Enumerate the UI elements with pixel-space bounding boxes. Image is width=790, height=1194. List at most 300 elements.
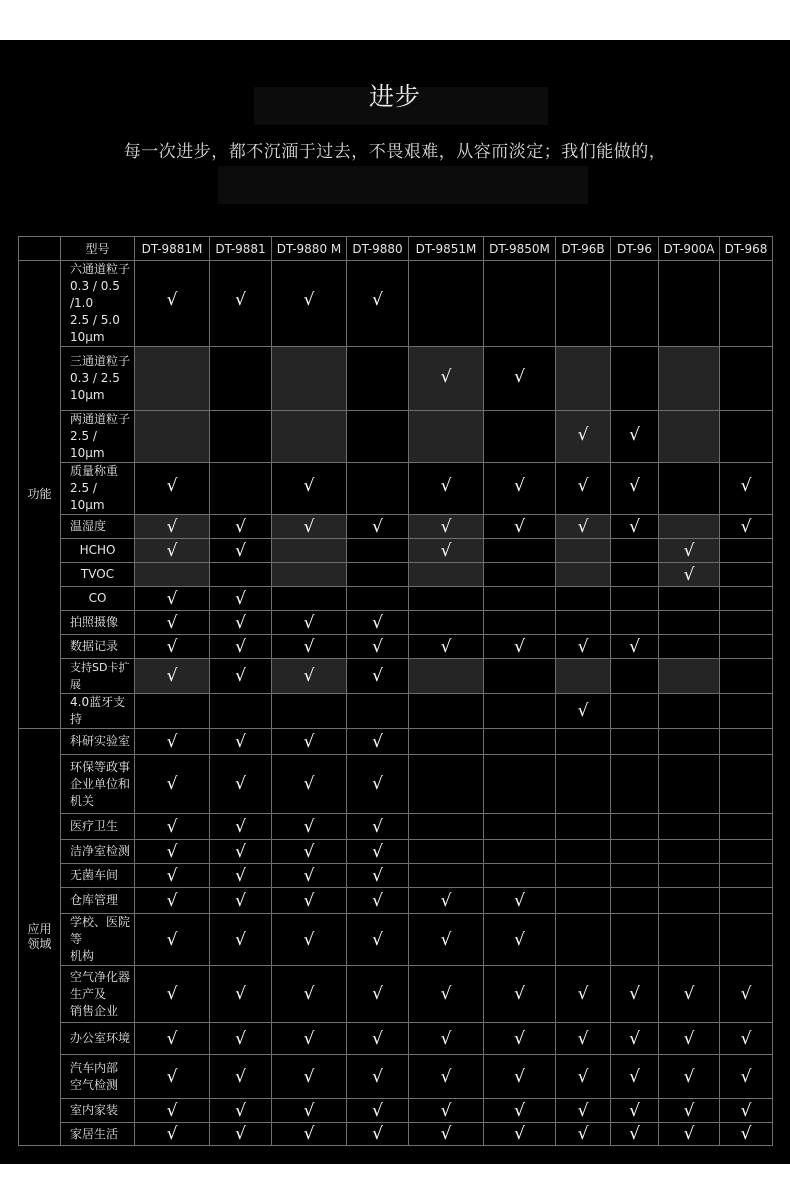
checkmark: √ (166, 890, 178, 911)
checkmark: √ (372, 841, 383, 862)
checkmark: √ (514, 636, 525, 657)
checkmark: √ (372, 731, 383, 752)
row-label-line: 科研实验室 (70, 734, 131, 748)
checkmark: √ (440, 1066, 452, 1087)
table-row (19, 1023, 773, 1055)
checkmark: √ (372, 1124, 383, 1144)
table-row (19, 755, 773, 814)
row-label-line: 环保等政事 (70, 759, 131, 774)
empty-cell (484, 563, 556, 587)
model-header: DT-9881 (210, 237, 272, 261)
checkmark: √ (372, 865, 383, 886)
check-cell (611, 1099, 659, 1123)
check-cell (347, 1123, 409, 1146)
check-cell (659, 1099, 720, 1123)
checkmark: √ (514, 475, 525, 496)
empty-cell (720, 694, 773, 729)
check-cell (484, 1055, 556, 1099)
empty-cell (720, 587, 773, 611)
empty-cell (135, 563, 210, 587)
row-label-line: 10μm (70, 388, 105, 402)
check-cell (409, 1023, 484, 1055)
empty-cell (659, 635, 720, 659)
check-cell (409, 966, 484, 1023)
empty-cell (347, 411, 409, 463)
empty-cell (611, 914, 659, 966)
checkmark: √ (740, 984, 752, 1004)
checkmark: √ (235, 516, 246, 537)
checkmark: √ (740, 1124, 752, 1144)
empty-cell (611, 694, 659, 729)
checkmark: √ (235, 929, 246, 950)
check-cell (135, 587, 210, 611)
check-cell (484, 914, 556, 966)
empty-cell (659, 729, 720, 755)
checkmark: √ (235, 666, 246, 686)
row-label-line: 2.5 / 5.0 (70, 313, 120, 327)
check-cell (347, 966, 409, 1023)
table-row (19, 635, 773, 659)
model-header: DT-9851M (409, 237, 484, 261)
checkmark: √ (235, 1028, 246, 1049)
check-cell (347, 611, 409, 635)
row-label (61, 1099, 135, 1123)
checkmark: √ (440, 475, 452, 496)
check-cell (611, 463, 659, 515)
checkmark: √ (372, 612, 383, 633)
check-cell (210, 1023, 272, 1055)
check-cell (135, 888, 210, 914)
checkmark: √ (166, 1100, 178, 1121)
check-cell (347, 635, 409, 659)
table-row (19, 463, 773, 515)
checkmark: √ (514, 366, 525, 387)
check-cell (210, 914, 272, 966)
check-cell (135, 966, 210, 1023)
empty-cell (272, 347, 347, 411)
row-label-line: 室内家装 (70, 1103, 119, 1117)
empty-cell (659, 515, 720, 539)
check-cell (556, 515, 611, 539)
check-cell (347, 1055, 409, 1099)
empty-cell (484, 729, 556, 755)
checkmark: √ (629, 984, 640, 1004)
check-cell (659, 1055, 720, 1099)
empty-cell (659, 463, 720, 515)
empty-cell (611, 659, 659, 694)
empty-cell (720, 755, 773, 814)
checkmark: √ (683, 1066, 695, 1087)
empty-cell (659, 840, 720, 864)
empty-cell (720, 659, 773, 694)
empty-cell (659, 814, 720, 840)
empty-cell (659, 261, 720, 347)
check-cell (347, 1023, 409, 1055)
checkmark: √ (235, 588, 246, 609)
empty-cell (484, 611, 556, 635)
checkmark: √ (166, 1124, 178, 1144)
category-cell: 应用 领域 (19, 729, 61, 1146)
check-cell (556, 411, 611, 463)
check-cell (272, 1123, 347, 1146)
check-cell (556, 1123, 611, 1146)
checkmark: √ (740, 1100, 752, 1121)
checkmark: √ (235, 890, 246, 911)
checkmark: √ (166, 588, 178, 609)
check-cell (659, 966, 720, 1023)
check-cell (272, 864, 347, 888)
empty-cell (347, 347, 409, 411)
checkmark: √ (303, 1124, 315, 1144)
row-label-line: 空气检测 (70, 1077, 119, 1092)
checkmark: √ (303, 816, 315, 837)
checkmark: √ (235, 636, 246, 657)
checkmark: √ (235, 1124, 246, 1144)
check-cell (272, 914, 347, 966)
check-cell (409, 539, 484, 563)
checkmark: √ (303, 731, 315, 752)
empty-cell (484, 694, 556, 729)
row-label (61, 587, 135, 611)
header-corner (19, 237, 61, 261)
checkmark: √ (440, 540, 452, 561)
row-label (61, 411, 135, 463)
checkmark: √ (440, 1028, 452, 1049)
check-cell (135, 1055, 210, 1099)
checkmark: √ (514, 890, 525, 911)
check-cell (659, 563, 720, 587)
subtitle-band (218, 166, 588, 204)
row-label (61, 539, 135, 563)
row-label (61, 814, 135, 840)
checkmark: √ (629, 424, 640, 445)
checkmark: √ (683, 540, 695, 561)
empty-cell (556, 755, 611, 814)
check-cell (484, 635, 556, 659)
checkmark: √ (577, 424, 589, 445)
check-cell (409, 515, 484, 539)
check-cell (135, 840, 210, 864)
check-cell (720, 1023, 773, 1055)
checkmark: √ (303, 475, 315, 496)
check-cell (210, 888, 272, 914)
checkmark: √ (514, 1066, 525, 1087)
empty-cell (272, 411, 347, 463)
empty-cell (347, 694, 409, 729)
empty-cell (556, 539, 611, 563)
checkmark: √ (440, 366, 452, 387)
row-label-line: 数据记录 (70, 639, 119, 653)
checkmark: √ (629, 516, 640, 537)
row-label (61, 840, 135, 864)
empty-cell (210, 694, 272, 729)
checkmark: √ (166, 731, 178, 752)
row-label-line: 4.0蓝牙支持 (70, 695, 126, 726)
row-label (61, 694, 135, 729)
row-label-line: 2.5 / 10μm (70, 481, 105, 512)
check-cell (272, 635, 347, 659)
check-cell (409, 1123, 484, 1146)
empty-cell (556, 888, 611, 914)
check-cell (135, 635, 210, 659)
checkmark: √ (577, 1028, 589, 1049)
check-cell (210, 515, 272, 539)
empty-cell (720, 888, 773, 914)
check-cell (135, 814, 210, 840)
checkmark: √ (440, 516, 452, 537)
check-cell (556, 694, 611, 729)
check-cell (347, 840, 409, 864)
checkmark: √ (372, 289, 383, 310)
table-row (19, 1099, 773, 1123)
checkmark: √ (166, 612, 178, 633)
check-cell (409, 914, 484, 966)
check-cell (272, 659, 347, 694)
row-label-line: CO (88, 591, 107, 605)
table-row (19, 611, 773, 635)
table-row (19, 515, 773, 539)
checkmark: √ (514, 1124, 525, 1144)
empty-cell (135, 411, 210, 463)
checkmark: √ (166, 666, 178, 686)
checkmark: √ (166, 841, 178, 862)
checkmark: √ (440, 1100, 452, 1121)
check-cell (611, 515, 659, 539)
empty-cell (484, 539, 556, 563)
check-cell (272, 515, 347, 539)
check-cell (611, 1023, 659, 1055)
checkmark: √ (629, 1124, 640, 1144)
row-label-line: 医疗卫生 (70, 819, 119, 833)
check-cell (135, 1123, 210, 1146)
row-label-line: 质量称重 (70, 464, 119, 478)
row-label-line: 两通道粒子 (70, 412, 131, 426)
empty-cell (409, 587, 484, 611)
empty-cell (409, 261, 484, 347)
check-cell (347, 888, 409, 914)
row-label-line: 0.3 / 0.5 /1.0 (70, 279, 120, 310)
check-cell (720, 966, 773, 1023)
checkmark: √ (577, 1124, 589, 1144)
check-cell (210, 587, 272, 611)
check-cell (210, 729, 272, 755)
model-header: DT-9850M (484, 237, 556, 261)
row-label-line: 办公室环境 (70, 1031, 131, 1045)
row-label (61, 755, 135, 814)
checkmark: √ (166, 475, 178, 496)
check-cell (210, 611, 272, 635)
checkmark: √ (235, 841, 246, 862)
check-cell (720, 1123, 773, 1146)
checkmark: √ (440, 1124, 452, 1144)
check-cell (272, 611, 347, 635)
empty-cell (611, 563, 659, 587)
table-row (19, 729, 773, 755)
checkmark: √ (303, 1100, 315, 1121)
empty-cell (347, 539, 409, 563)
empty-cell (720, 864, 773, 888)
check-cell (484, 463, 556, 515)
model-header: DT-96 (611, 237, 659, 261)
checkmark: √ (629, 1100, 640, 1121)
table-row (19, 1123, 773, 1146)
check-cell (272, 1099, 347, 1123)
empty-cell (556, 729, 611, 755)
model-header: DT-9880 (347, 237, 409, 261)
checkmark: √ (303, 636, 315, 657)
empty-cell (720, 611, 773, 635)
checkmark: √ (303, 516, 315, 537)
empty-cell (484, 814, 556, 840)
row-label (61, 611, 135, 635)
row-label-line: 三通道粒子 (70, 354, 131, 368)
checkmark: √ (235, 774, 246, 794)
check-cell (484, 1023, 556, 1055)
row-label (61, 966, 135, 1023)
row-label-line: 汽车内部 (70, 1060, 119, 1075)
model-header: DT-968 (720, 237, 773, 261)
check-cell (210, 1055, 272, 1099)
table-row (19, 539, 773, 563)
check-cell (409, 1099, 484, 1123)
empty-cell (611, 888, 659, 914)
checkmark: √ (683, 564, 695, 585)
check-cell (556, 1055, 611, 1099)
checkmark: √ (372, 984, 383, 1004)
check-cell (720, 1099, 773, 1123)
check-cell (272, 888, 347, 914)
empty-cell (611, 864, 659, 888)
checkmark: √ (372, 516, 383, 537)
empty-cell (556, 864, 611, 888)
row-label (61, 635, 135, 659)
empty-cell (409, 611, 484, 635)
check-cell (347, 914, 409, 966)
table-row (19, 1055, 773, 1099)
checkmark: √ (166, 1028, 178, 1049)
row-label-line: 生产及 (70, 986, 107, 1001)
checkmark: √ (514, 929, 525, 950)
empty-cell (210, 411, 272, 463)
check-cell (484, 1123, 556, 1146)
empty-cell (611, 261, 659, 347)
empty-cell (611, 539, 659, 563)
check-cell (272, 840, 347, 864)
empty-cell (659, 755, 720, 814)
checkmark: √ (303, 1028, 315, 1049)
table-row (19, 914, 773, 966)
checkmark: √ (577, 516, 589, 537)
empty-cell (556, 611, 611, 635)
page-subtitle: 每一次进步，都不沉湎于过去，不畏艰难，从容而淡定；我们能做的， (123, 142, 667, 162)
check-cell (659, 1023, 720, 1055)
check-cell (347, 814, 409, 840)
empty-cell (659, 347, 720, 411)
empty-cell (272, 694, 347, 729)
checkmark: √ (577, 701, 589, 721)
empty-cell (720, 814, 773, 840)
model-header-label: 型号 (61, 237, 135, 261)
empty-cell (347, 463, 409, 515)
check-cell (484, 966, 556, 1023)
empty-cell (720, 347, 773, 411)
checkmark: √ (235, 612, 246, 633)
check-cell (720, 515, 773, 539)
empty-cell (409, 814, 484, 840)
check-cell (556, 463, 611, 515)
check-cell (556, 966, 611, 1023)
table-row (19, 888, 773, 914)
row-label (61, 914, 135, 966)
row-label (61, 463, 135, 515)
checkmark: √ (166, 774, 178, 794)
checkmark: √ (235, 540, 246, 561)
checkmark: √ (235, 1100, 246, 1121)
check-cell (135, 864, 210, 888)
empty-cell (720, 635, 773, 659)
empty-cell (659, 411, 720, 463)
checkmark: √ (740, 1066, 752, 1087)
checkmark: √ (372, 1100, 383, 1121)
checkmark: √ (303, 774, 315, 794)
empty-cell (659, 659, 720, 694)
checkmark: √ (166, 984, 178, 1004)
check-cell (210, 755, 272, 814)
check-cell (484, 1099, 556, 1123)
checkmark: √ (303, 865, 315, 886)
checkmark: √ (235, 731, 246, 752)
empty-cell (409, 694, 484, 729)
check-cell (272, 966, 347, 1023)
row-label (61, 1055, 135, 1099)
check-cell (272, 1023, 347, 1055)
checkmark: √ (514, 984, 525, 1004)
check-cell (409, 463, 484, 515)
check-cell (135, 515, 210, 539)
page-title: 进步 (368, 82, 421, 111)
row-label-line: 仓库管理 (70, 893, 119, 907)
row-label (61, 563, 135, 587)
row-label-line: 机构 (70, 949, 95, 963)
checkmark: √ (740, 1028, 752, 1049)
check-cell (210, 1099, 272, 1123)
row-label-line: 支持SD卡扩展 (70, 661, 130, 691)
checkmark: √ (372, 929, 383, 950)
checkmark: √ (577, 1100, 589, 1121)
checkmark: √ (303, 929, 315, 950)
empty-cell (659, 611, 720, 635)
row-label-line: 家居生活 (70, 1126, 119, 1141)
empty-cell (409, 755, 484, 814)
checkmark: √ (235, 289, 246, 310)
check-cell (210, 261, 272, 347)
row-label-line: 无菌车间 (70, 868, 119, 882)
check-cell (409, 888, 484, 914)
table-row (19, 966, 773, 1023)
checkmark: √ (372, 890, 383, 911)
checkmark: √ (303, 890, 315, 911)
empty-cell (611, 814, 659, 840)
table-row (19, 659, 773, 694)
empty-cell (484, 587, 556, 611)
empty-cell (210, 463, 272, 515)
checkmark: √ (166, 816, 178, 837)
checkmark: √ (577, 1066, 589, 1087)
empty-cell (611, 587, 659, 611)
empty-cell (347, 563, 409, 587)
empty-cell (556, 563, 611, 587)
check-cell (210, 539, 272, 563)
